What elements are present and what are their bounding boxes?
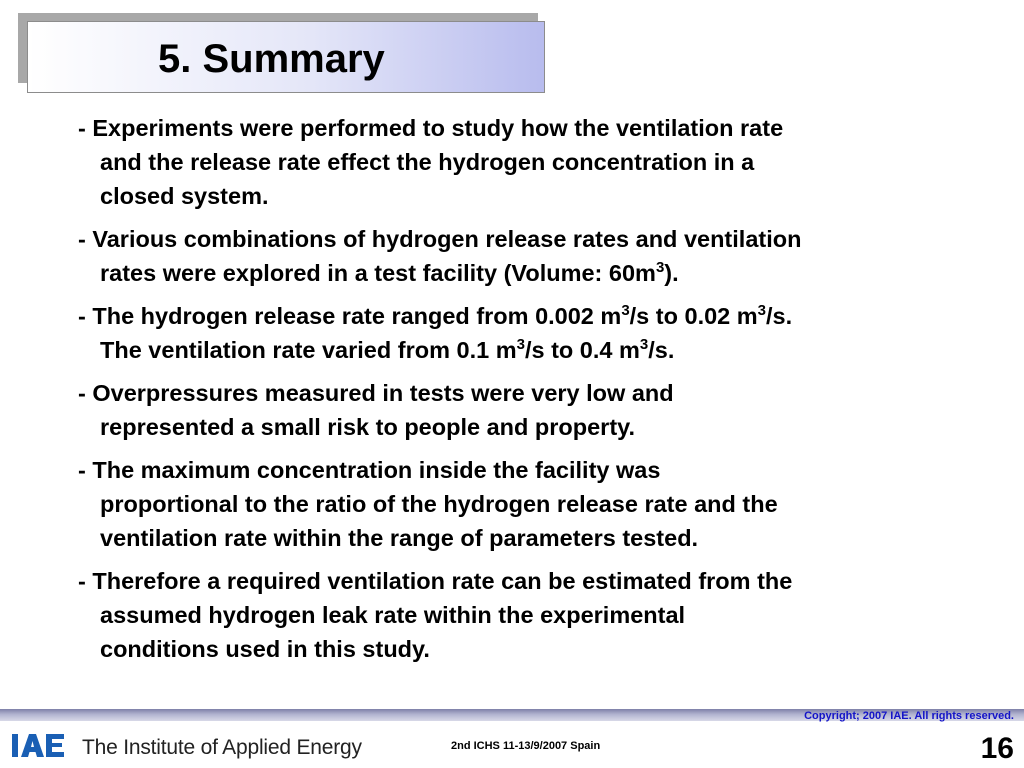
superscript: 3 [621, 302, 630, 319]
bullet-item: - Experiments were performed to study how the ventilation rate and the release rate effect the hydrogen concentration in a closed system. [78, 115, 784, 209]
superscript: 3 [639, 336, 649, 353]
bullet-item: - Therefore a required ventilation rate can be estimated from the assumed hydrogen leak rate within the experimental conditions used in this study. [78, 568, 793, 662]
superscript: 3 [757, 302, 766, 319]
institute-name: The Institute of Applied Energy [82, 736, 362, 759]
bullet-text: /s to 0.02 m [629, 303, 758, 329]
page-number: 16 [980, 732, 1014, 765]
bullet-list [78, 111, 978, 675]
bullet-text: /s. [648, 337, 675, 363]
bullet-item [78, 222, 978, 290]
bullet-text: - Various combinations of hydrogen release rates and ventilation rates were explored in a test facility (Volume: 60m [78, 226, 802, 286]
bullet-text: ). [664, 260, 679, 286]
bullet-text: - The hydrogen release rate ranged from 0.002 m [78, 303, 622, 329]
slide-title: 5. Summary [158, 37, 385, 81]
bullet-text: /s to 0.4 m [524, 337, 640, 363]
superscript: 3 [516, 336, 525, 353]
bullet-item: - The maximum concentration inside the facility was proportional to the ratio of the hydrogen release rate and the ventilation rate within the range of parameters tested. [78, 457, 778, 551]
superscript: 3 [655, 259, 665, 276]
conference-info: 2nd ICHS 11-13/9/2007 Spain [451, 740, 601, 752]
bullet-text: /s. The ventilation rate varied from 0.1 m [100, 303, 793, 363]
copyright-notice: Copyright; 2007 IAE. All rights reserved. [804, 710, 1014, 722]
bullet-item: - Overpressures measured in tests were very low and represented a small risk to people and property. [78, 380, 674, 440]
bullet-item [78, 299, 978, 367]
iae-logo [10, 731, 66, 759]
